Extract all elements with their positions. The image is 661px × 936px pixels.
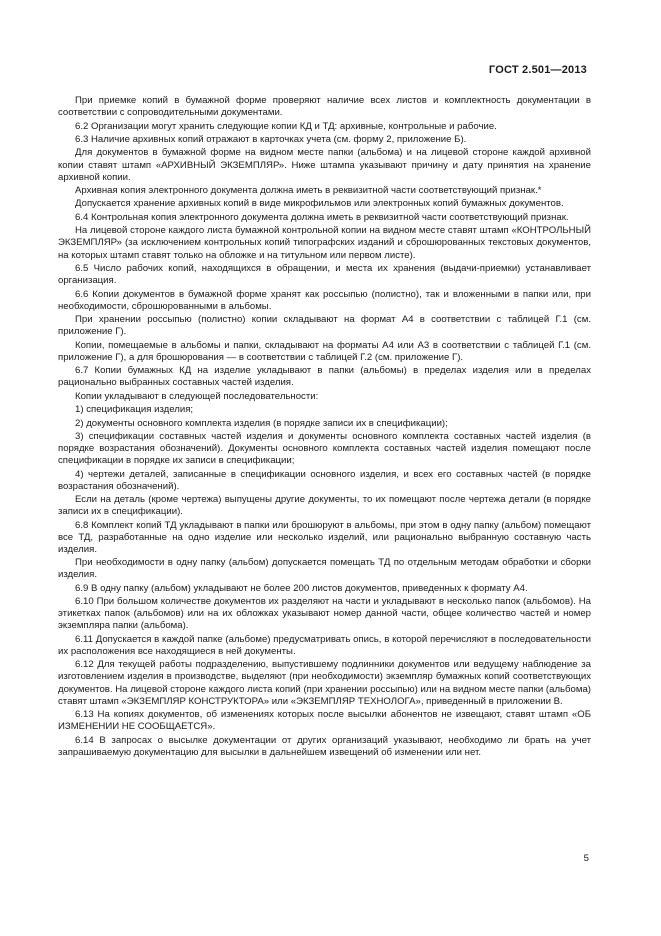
paragraph-6-6: 6.6 Копии документов в бумажной форме хранят как россыпью (полистно), так и вложенными в папки или, при необходимости, сброшюрованными в альбомы. — [58, 288, 591, 312]
paragraph-order-intro: Копии укладывают в следующей последовательности: — [75, 390, 319, 402]
paragraph-album-formats: Копии, помещаемые в альбомы и папки, складывают на форматы А4 или А3 в соответствии с таблицей Г.1 (см. приложение Г), а для брошюрования — в соответствии с таблицей Г.2 (см. приложение Г). — [58, 339, 591, 363]
paragraph-archive-stamp: Для документов в бумажной форме на видном месте папки (альбома) и на лицевой стороне каждой архивной копии ставят штамп «АРХИВНЫЙ ЭКЗЕМПЛЯР». Ниже штампа указывают причину и дату принятия на хранение архивной копии. — [58, 147, 591, 183]
paragraph-6-5: 6.5 Число рабочих копий, находящихся в обращении, и места их хранения (выдачи-приемки) устанавливает организация. — [58, 262, 591, 287]
paragraph-6-4: 6.4 Контрольная копия электронного документа должна иметь в реквизитной части соответствующий признак. — [75, 211, 569, 223]
paragraph-6-12: 6.12 Для текущей работы подразделению, выпустившему подлинники документов или ведущему наблюдение за изготовлением изделия в производстве, выделяют (при необходимости) экземпляр бумажных копий соответствующих документов. На лицевой стороне каждого листа копий (при хранении россыпью) или на видном месте папки (альбома) ставят штамп «ЭКЗЕМПЛЯР КОНСТРУКТОРА» или «ЭКЗЕМПЛЯР ТЕХНОЛОГА», приведенный в приложении В. — [58, 659, 591, 707]
paragraph-6-9: 6.9 В одну папку (альбом) укладывают не более 200 листов документов, приведенных к формату А4. — [75, 582, 528, 594]
paragraph-control-stamp: На лицевой стороне каждого листа бумажной контрольной копии на видном месте ставят штамп «КОНТРОЛЬНЫЙ ЭКЗЕМПЛЯР» (за исключением контрольных копий типографских изданий и сброшюрованных текстовых документов, на которых штамп ставят только на обложке и на титульном или первом листе). — [58, 225, 591, 261]
paragraph-6-14: 6.14 В запросах о высылке документации от других организаций указывают, необходимо ли брать на учет запрашиваемую документацию для высылки в дальнейшем извещений об изменении или нет. — [58, 734, 591, 758]
list-item-3: 3) спецификации составных частей изделия и документы основного комплекта составных частей изделия (в порядке возрастания обозначений). Документы основного комплекта составных частей изделия помещают после спецификации в порядке их записи в спецификации; — [58, 430, 591, 467]
paragraph-6-8: 6.8 Комплект копий ТД укладывают в папки или брошюруют в альбомы, при этом в одну папку (альбом) помещают все ТД, разработанные на одно изделие или несколько изделий, или рационально выбранную составную часть изделия. — [58, 519, 591, 555]
document-code-header: ГОСТ 2.501—2013 — [488, 64, 587, 76]
paragraph-6-2: 6.2 Организации могут хранить следующие копии КД и ТД: архивные, контрольные и рабочие. — [75, 120, 497, 132]
paragraph-6-13: 6.13 На копиях документов, об изменениях которых после высылки абонентов не извещают, ставят штамп «ОБ ИЗМЕНЕНИИ НЕ СООБЩАЕТСЯ». — [58, 709, 591, 733]
paragraph-6-7: 6.7 Копии бумажных КД на изделие укладывают в папки (альбомы) в пределах изделия или в пределах рационально выбранных составных частей изделия. — [58, 365, 591, 389]
paragraph-archive-microfilm: Допускается хранение архивных копий в виде микрофильмов или электронных копий бумажных документов. — [75, 198, 564, 210]
paragraph-archive-electronic: Архивная копия электронного документа должна иметь в реквизитной части соответствующий признак.* — [75, 185, 542, 197]
list-item-4: 4) чертежи деталей, записанные в спецификации основного изделия, и всех его составных частей (в порядке возрастания обозначений). — [58, 468, 591, 492]
list-item-2: 2) документы основного комплекта изделия (в порядке записи их в спецификации); — [75, 417, 448, 429]
document-body — [58, 95, 591, 760]
paragraph-loose-storage: При хранении россыпью (полистно) копии складывают на формат А4 в соответствии с таблицей Г.1 (см. приложение Г). — [58, 314, 591, 338]
paragraph-receipt-check: При приемке копий в бумажной форме проверяют наличие всех листов и комплектность документации в соответствии с сопроводительными документами. — [58, 95, 591, 119]
list-item-1: 1) спецификация изделия; — [75, 404, 194, 416]
page-number: 5 — [583, 853, 589, 864]
paragraph-6-11: 6.11 Допускается в каждой папке (альбоме) предусматривать опись, в которой перечисляют в последовательности их расположения все находящиеся в ней документы. — [58, 633, 591, 657]
paragraph-td-methods: При необходимости в одну папку (альбом) допускается помещать ТД по отдельным методам обработки и сборки изделия. — [58, 557, 591, 581]
paragraph-6-10: 6.10 При большом количестве документов их разделяют на части и укладывают в несколько папок (альбомов). На этикетках папок (альбомов) или на их обложках указывают номер данной части, общее количество частей и номер экземпляра папки (альбома). — [58, 596, 591, 632]
paragraph-6-3: 6.3 Наличие архивных копий отражают в карточках учета (см. форму 2, приложение Б). — [75, 133, 467, 145]
paragraph-other-documents: Если на деталь (кроме чертежа) выпущены другие документы, то их помещают после чертежа детали (в порядке записи их в спецификации). — [58, 494, 591, 518]
